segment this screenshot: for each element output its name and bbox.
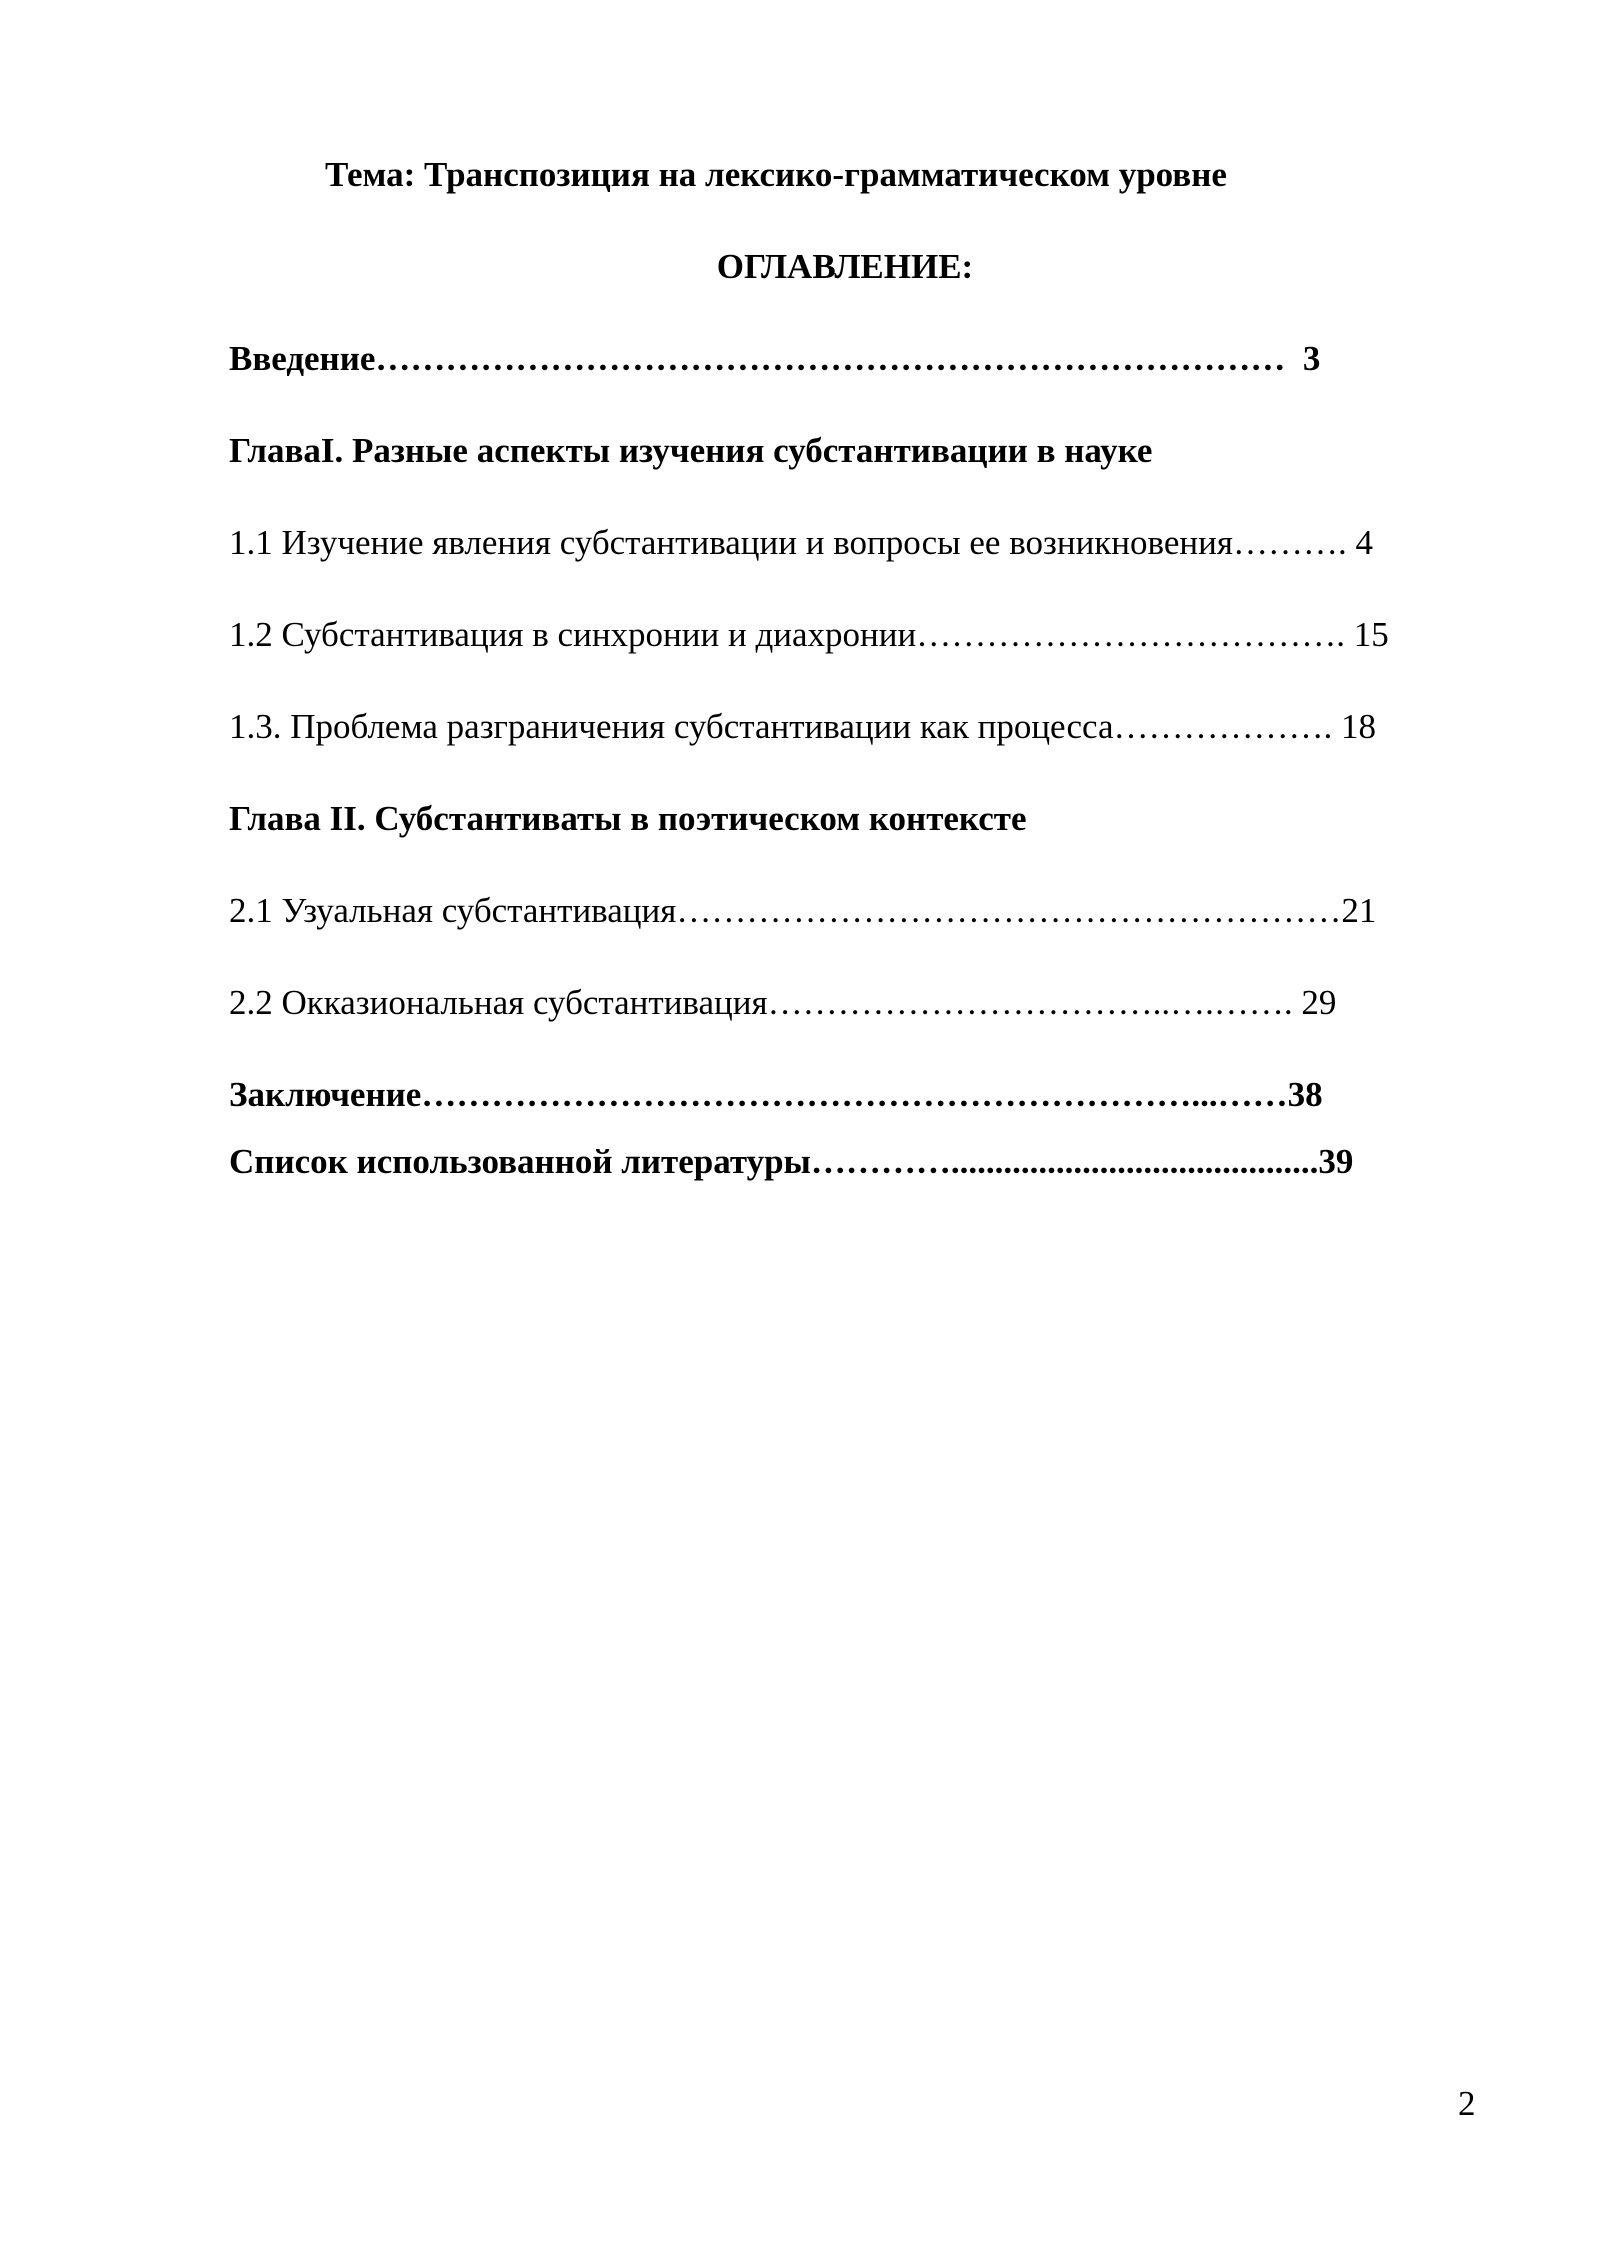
- toc-heading: ОГЛАВЛЕНИЕ:: [716, 247, 974, 286]
- toc-entry-2-2: 2.2 Окказиональная субстантивация……………………………..….……. 29: [229, 983, 1337, 1022]
- toc-entry-bibliography: Список использованной литературы…………..........................................39: [229, 1142, 1354, 1181]
- toc-entry-1-3: 1.3. Проблема разграничения субстантивации как процесса………………. 18: [229, 707, 1376, 746]
- toc-entry-1-2: 1.2 Субстантивация в синхронии и диахронии………………………………. 15: [229, 615, 1389, 654]
- toc-entry-introduction: Введение…………………………………………………………………… 3: [229, 339, 1321, 378]
- document-topic: Тема: Транспозиция на лексико-грамматическом уровне: [325, 155, 1227, 194]
- toc-entry-chapter-2: Глава II. Субстантиваты в поэтическом контексте: [229, 799, 1027, 838]
- toc-entry-conclusion: Заключение…………………………………………………………...……38: [229, 1075, 1323, 1114]
- toc-entry-2-1: 2.1 Узуальная субстантивация…………………………………………………21: [229, 891, 1377, 930]
- page-number: 2: [1458, 2084, 1476, 2123]
- toc-entry-1-1: 1.1 Изучение явления субстантивации и вопросы ее возникновения………. 4: [229, 523, 1373, 562]
- toc-entry-chapter-1: ГлаваI. Разные аспекты изучения субстантивации в науке: [229, 431, 1153, 470]
